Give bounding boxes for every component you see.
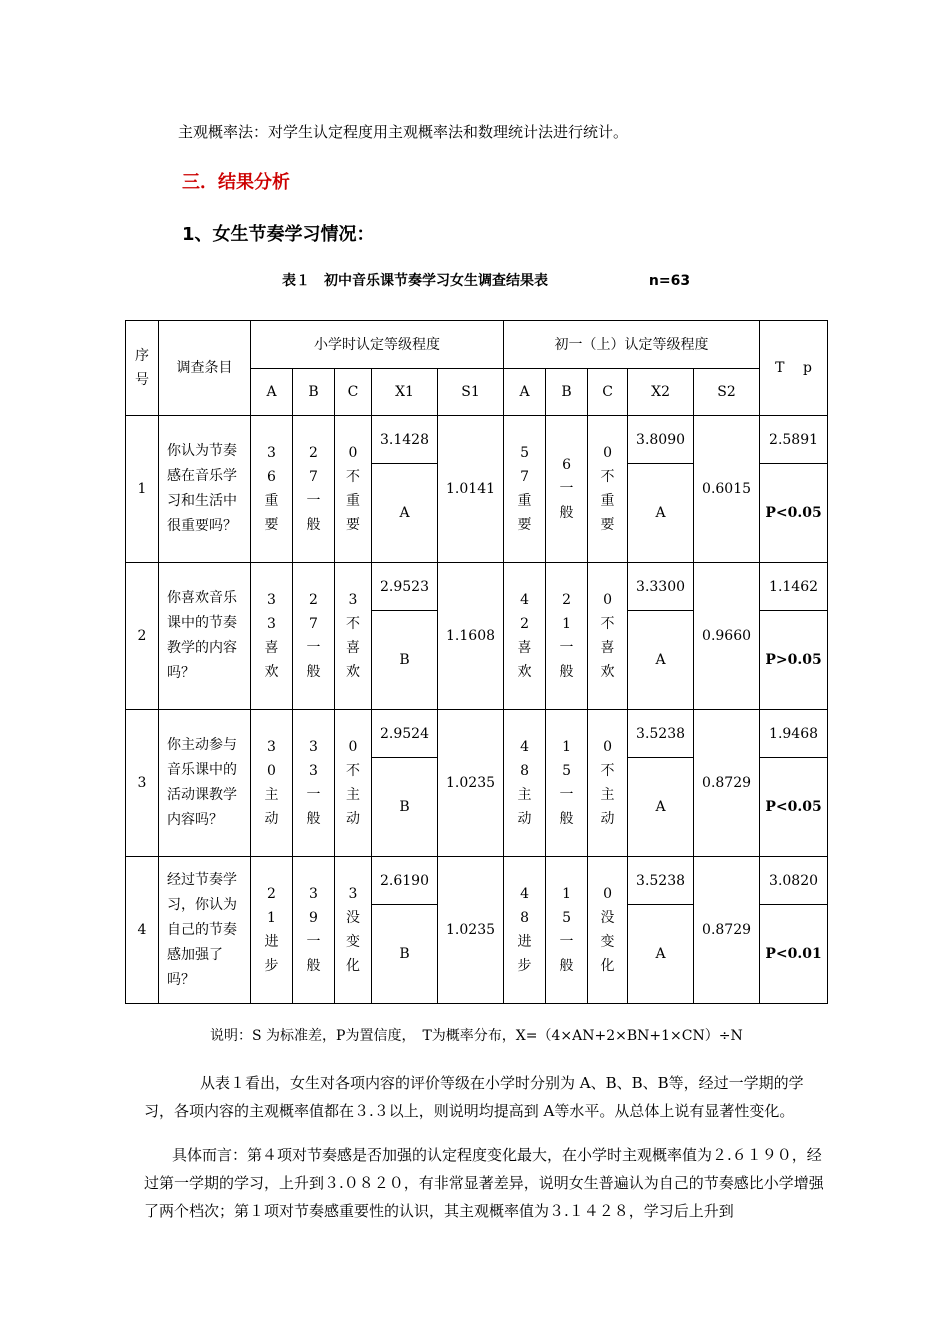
primary-s1: 1.0235	[438, 857, 504, 1004]
t-value: 3.0820	[760, 857, 828, 905]
header-c-primary: C	[335, 369, 372, 416]
primary-x1: 2.6190	[372, 857, 438, 905]
primary-count-c: 3没变化	[335, 857, 372, 1004]
analysis-paragraph-1: 从表１看出，女生对各项内容的评价等级在小学时分别为 A、B、B、B等，经过一学期的学习，各项内容的主观概率值都在３.３以上，则说明均提高到 A等水平。从总体上说有显著性变化。	[144, 1074, 804, 1120]
analysis-paragraph-2: 具体而言：第４项对节奏感是否加强的认定程度变化最大，在小学时主观概率值为２.６１９０，经过第一学期的学习，上升到３.０８２０，有非常显著差异，说明女生普遍认为自己的节奏感比小学增强了两个档次；第１项对节奏感重要性的认识，其主观概率值为３.１４２８，学习后上升到	[144, 1146, 824, 1220]
primary-count-b: 39一般	[293, 857, 335, 1004]
survey-question: 经过节奏学习，你认为自己的节奏感加强了吗？	[159, 857, 251, 1004]
row-number: 3	[126, 710, 159, 857]
grade7-count-c: 0不喜欢	[588, 563, 628, 710]
grade7-count-a: 42喜欢	[504, 563, 546, 710]
t-value: 1.1462	[760, 563, 828, 611]
primary-count-c: 0不主动	[335, 710, 372, 857]
header-a-primary: A	[251, 369, 293, 416]
header-x2: X2	[628, 369, 694, 416]
table-row	[126, 710, 828, 758]
row-number: 2	[126, 563, 159, 710]
table-row	[126, 416, 828, 464]
p-value: P<0.05	[760, 464, 828, 563]
table-row	[126, 563, 828, 611]
grade7-s2: 0.9660	[694, 563, 760, 710]
header-c-grade7: C	[588, 369, 628, 416]
grade7-s2: 0.8729	[694, 857, 760, 1004]
grade7-count-a: 48进步	[504, 857, 546, 1004]
primary-x1: 2.9523	[372, 563, 438, 611]
grade7-count-a: 57重要	[504, 416, 546, 563]
grade7-x2: 3.8090	[628, 416, 694, 464]
header-grade7: 初一（上）认定等级程度	[504, 321, 760, 369]
row-number: 4	[126, 857, 159, 1004]
grade7-count-b: 6一般	[546, 416, 588, 563]
primary-count-c: 3不喜欢	[335, 563, 372, 710]
primary-count-a: 33喜欢	[251, 563, 293, 710]
header-t-p: T p	[760, 321, 828, 416]
primary-x1: 3.1428	[372, 416, 438, 464]
grade7-x2: 3.5238	[628, 710, 694, 758]
survey-question: 你认为节奏感在音乐学习和生活中很重要吗？	[159, 416, 251, 563]
header-a-grade7: A	[504, 369, 546, 416]
header-s1: S1	[438, 369, 504, 416]
grade7-grade: A	[628, 758, 694, 857]
grade7-s2: 0.6015	[694, 416, 760, 563]
survey-question: 你主动参与音乐课中的活动课教学内容吗？	[159, 710, 251, 857]
primary-s1: 1.0235	[438, 710, 504, 857]
primary-count-a: 21进步	[251, 857, 293, 1004]
grade7-count-a: 48主动	[504, 710, 546, 857]
survey-question: 你喜欢音乐课中的节奏教学的内容吗？	[159, 563, 251, 710]
grade7-grade: A	[628, 905, 694, 1004]
sub-heading: 1、女生节奏学习情况：	[182, 224, 375, 245]
primary-s1: 1.0141	[438, 416, 504, 563]
header-b-grade7: B	[546, 369, 588, 416]
p-value: P<0.01	[760, 905, 828, 1004]
p-value: P>0.05	[760, 611, 828, 710]
row-number: 1	[126, 416, 159, 563]
intro-paragraph: 主观概率法：对学生认定程度用主观概率法和数理统计法进行统计。	[178, 123, 629, 141]
grade7-x2: 3.3300	[628, 563, 694, 611]
table-header-row-1	[126, 321, 828, 369]
primary-count-b: 33一般	[293, 710, 335, 857]
primary-count-a: 30主动	[251, 710, 293, 857]
primary-count-a: 36重要	[251, 416, 293, 563]
t-value: 2.5891	[760, 416, 828, 464]
sample-size: n=63	[648, 273, 691, 289]
primary-x1: 2.9524	[372, 710, 438, 758]
grade7-grade: A	[628, 611, 694, 710]
grade7-count-b: 21一般	[546, 563, 588, 710]
primary-count-c: 0不重要	[335, 416, 372, 563]
section-heading: 三．结果分析	[182, 172, 290, 193]
grade7-x2: 3.5238	[628, 857, 694, 905]
primary-grade: B	[372, 905, 438, 1004]
grade7-s2: 0.8729	[694, 710, 760, 857]
table-note: 说明：S 为标准差，P为置信度， T为概率分布，X=（4×AN+2×BN+1×CN）÷N	[210, 1028, 743, 1044]
primary-grade: B	[372, 611, 438, 710]
table-row	[126, 857, 828, 905]
t-value: 1.9468	[760, 710, 828, 758]
primary-count-b: 27一般	[293, 416, 335, 563]
grade7-count-c: 0没变化	[588, 857, 628, 1004]
grade7-grade: A	[628, 464, 694, 563]
survey-results-table	[125, 320, 828, 1004]
p-value: P<0.05	[760, 758, 828, 857]
header-b-primary: B	[293, 369, 335, 416]
primary-count-b: 27一般	[293, 563, 335, 710]
header-primary-school: 小学时认定等级程度	[251, 321, 504, 369]
header-seq: 序号	[126, 321, 159, 416]
grade7-count-c: 0不重要	[588, 416, 628, 563]
primary-s1: 1.1608	[438, 563, 504, 710]
primary-grade: A	[372, 464, 438, 563]
table-caption-title: 表１ 初中音乐课节奏学习女生调查结果表	[282, 273, 548, 289]
grade7-count-b: 15一般	[546, 710, 588, 857]
table-caption	[282, 270, 690, 290]
header-item: 调查条目	[159, 321, 251, 416]
header-s2: S2	[694, 369, 760, 416]
grade7-count-c: 0不主动	[588, 710, 628, 857]
grade7-count-b: 15一般	[546, 857, 588, 1004]
header-x1: X1	[372, 369, 438, 416]
primary-grade: B	[372, 758, 438, 857]
